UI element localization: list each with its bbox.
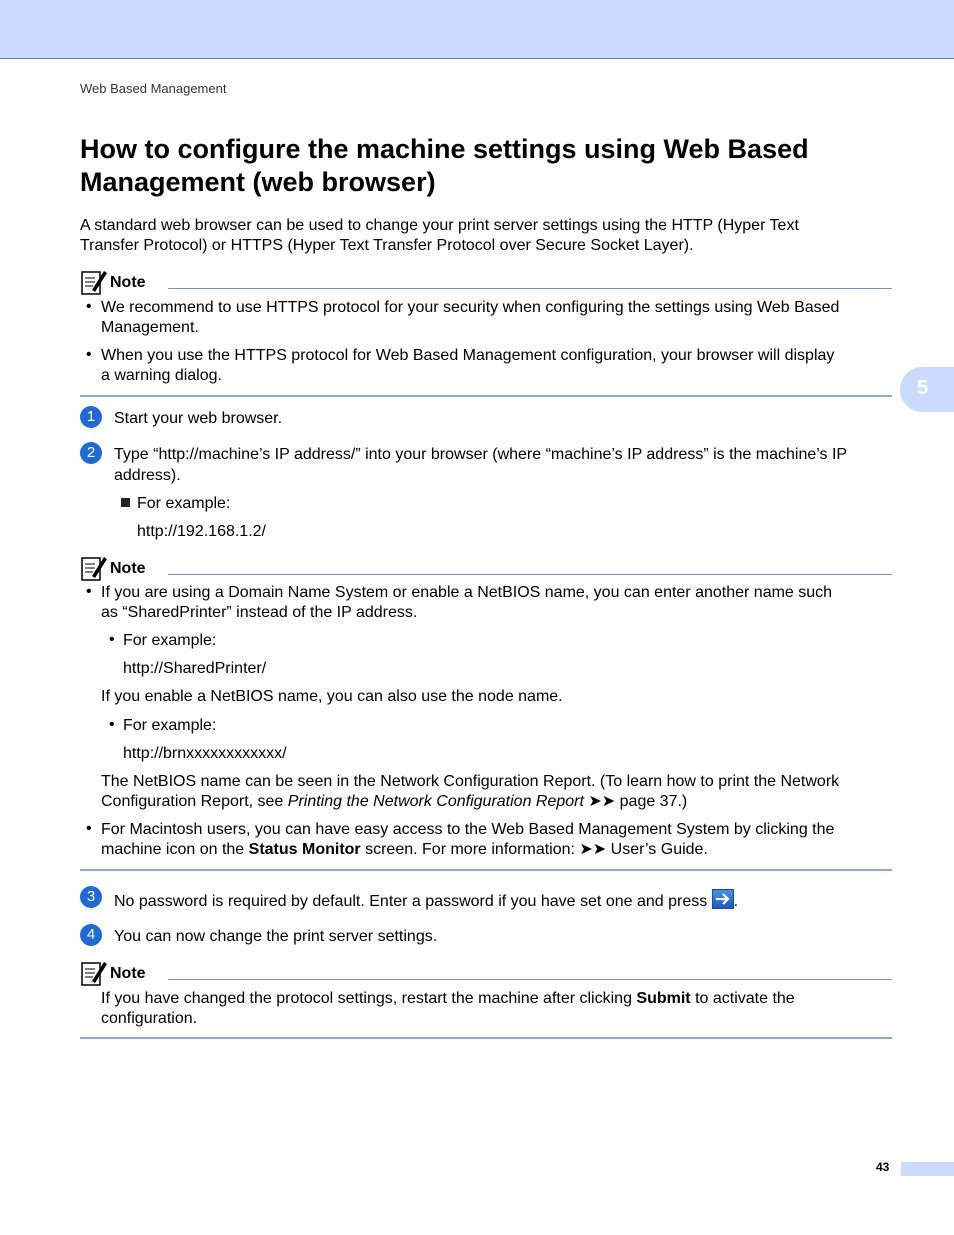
note2-b2-line2 (101, 840, 708, 860)
note2-netbios-text: If you enable a NetBIOS name, you can also use the node name. (101, 688, 563, 705)
note-label: Note (110, 965, 146, 982)
step-4-text: You can now change the print server settings. (114, 928, 438, 945)
step-number-4: 4 (80, 924, 102, 946)
step-2-line1: Type “http://machine’s IP address/” into your browser (where “machine’s IP address” is the machine’s IP (114, 446, 848, 463)
note-label: Note (110, 560, 146, 577)
square-bullet (121, 498, 130, 507)
chapter-number: 5 (917, 377, 929, 399)
note-header-3 (80, 959, 892, 989)
note3-line2: configuration. (101, 1010, 198, 1027)
intro-line-1: A standard web browser can be used to change your print server settings using the HTTP (Hyper Text (80, 217, 799, 234)
note-header-1 (80, 268, 892, 298)
note-label: Note (110, 274, 146, 291)
bullet-dot: • (109, 631, 115, 648)
note1-b1-line1: We recommend to use HTTPS protocol for your security when configuring the settings using Web Based (101, 299, 840, 316)
running-head: Web Based Management (80, 81, 227, 96)
submit-label: Submit (636, 990, 691, 1007)
arrow-right-icon (712, 889, 734, 909)
header-band (0, 0, 954, 59)
text-run: If you have changed the protocol settings, restart the machine after clicking (101, 990, 637, 1007)
note-pencil-icon (80, 268, 108, 296)
page-number: 43 (876, 1160, 890, 1174)
note-pencil-icon (80, 554, 108, 582)
step-2-line2: address). (114, 467, 181, 484)
note-end-rule (80, 1037, 892, 1039)
note3-line1 (101, 989, 795, 1009)
bullet-dot: • (86, 583, 92, 600)
step-1-text: Start your web browser. (114, 410, 283, 427)
text-run: to activate the (690, 990, 795, 1007)
status-monitor-label: Status Monitor (248, 841, 361, 858)
note1-b2-line2: a warning dialog. (101, 367, 222, 384)
note-rule (168, 288, 892, 289)
note-pencil-icon (80, 959, 108, 987)
text-run: Configuration Report, see (101, 793, 288, 810)
intro-line-2: Transfer Protocol) or HTTPS (Hyper Text Transfer Protocol over Secure Socket Layer). (80, 237, 694, 254)
note1-b2-line1: When you use the HTTPS protocol for Web Based Management configuration, your browser will display (101, 347, 835, 364)
step-number-3: 3 (80, 886, 102, 908)
text-run: . (733, 893, 739, 910)
chapter-tab (900, 367, 954, 412)
report-link[interactable]: Printing the Network Configuration Report (287, 793, 584, 810)
text-run: No password is required by default. Enter a password if you have set one and press (114, 893, 708, 910)
note2-b2-line1: For Macintosh users, you can have easy access to the Web Based Management System by clicking the (101, 821, 835, 838)
note-rule (168, 979, 892, 980)
step-2-example-url: http://192.168.1.2/ (137, 523, 266, 540)
bullet-dot: • (86, 820, 92, 837)
page-number-bar (901, 1162, 954, 1176)
step-3-text (114, 889, 738, 912)
note2-report-line2 (101, 792, 687, 812)
text-run: ➤➤ page 37.) (583, 793, 688, 810)
note2-report-line1: The NetBIOS name can be seen in the Network Configuration Report. (To learn how to print the Network (101, 773, 840, 790)
note2-b1-line1: If you are using a Domain Name System or enable a NetBIOS name, you can enter another name such (101, 584, 833, 601)
note-end-rule (80, 869, 892, 871)
note-end-rule (80, 395, 892, 397)
note2-b1-line2: as “SharedPrinter” instead of the IP address. (101, 604, 418, 621)
bullet-dot: • (86, 298, 92, 315)
bullet-dot: • (86, 346, 92, 363)
note2-example2-url: http://brnxxxxxxxxxxxx/ (123, 745, 287, 762)
bullet-dot: • (109, 716, 115, 733)
step-2-example-label: For example: (137, 495, 231, 512)
text-run: machine icon on the (101, 841, 249, 858)
note2-example1-label: For example: (123, 632, 217, 649)
step-number-2: 2 (80, 442, 102, 464)
text-run: screen. For more information: ➤➤ User’s Guide. (360, 841, 708, 858)
note-header-2 (80, 554, 892, 584)
page-title: How to configure the machine settings using Web Based Management (web browser) (80, 134, 809, 197)
note2-example2-label: For example: (123, 717, 217, 734)
note2-example1-url: http://SharedPrinter/ (123, 660, 267, 677)
step-number-1: 1 (80, 406, 102, 428)
note-rule (168, 574, 892, 575)
note1-b1-line2: Management. (101, 319, 199, 336)
